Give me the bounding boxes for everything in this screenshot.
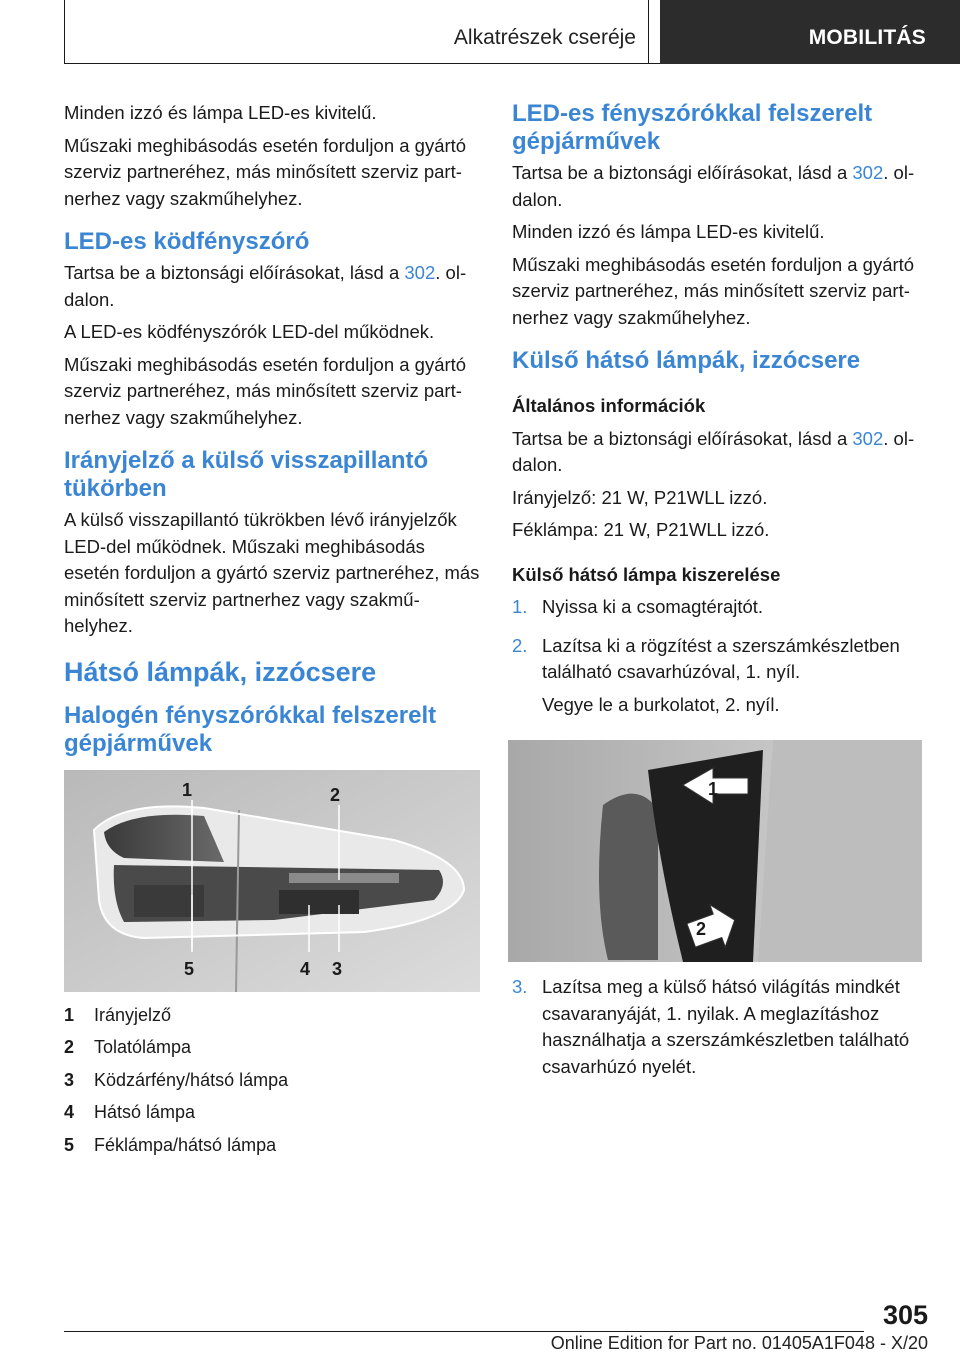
paragraph: Műszaki meghibásodás esetén forduljon a gyártó szerviz partneréhez, más minősített szerviz part‐nerhez vagy szakműhelyhez. — [512, 253, 915, 328]
callout-label-3: 3 — [332, 958, 343, 979]
page-number: 305 — [882, 1300, 928, 1330]
callout-label-4: 4 — [300, 958, 311, 979]
header-chapter-label: MOBILITÁS — [808, 26, 926, 49]
page-link[interactable]: 302 — [852, 427, 884, 449]
heading-outer-rear-lights: Külső hátsó lámpák, izzócsere — [512, 347, 861, 374]
left-column — [64, 100, 480, 1164]
tail-light-lens — [599, 794, 658, 960]
trunk-cover-figure — [508, 740, 922, 962]
legend-item: 3 Ködzárfény/hátsó lámpa — [64, 1069, 289, 1090]
paragraph-safety-ref: Tartsa be a biztonsági előírásokat, lásd a 302. ol‐dalon. — [512, 162, 915, 210]
header-separator — [648, 0, 649, 64]
header-left-rule — [64, 0, 65, 64]
heading-mirror-turn-signal: Irányjelző a külső visszapillantó tükörben — [64, 447, 429, 502]
paragraph-safety-ref: Tartsa be a biztonsági előírásokat, lásd a 302. ol‐dalon. — [64, 262, 467, 310]
legend-item: 5 Féklámpa/hátsó lámpa — [64, 1134, 277, 1155]
paragraph: Minden izzó és lámpa LED-es kivitelű. — [64, 102, 377, 123]
heading-led-headlights: LED-es fényszórókkal felszerelt gépjárművek — [512, 100, 873, 155]
heading-general-info: Általános információk — [512, 395, 706, 416]
tail-light-figure — [64, 770, 480, 992]
header-bottom-rule — [64, 63, 660, 64]
step-item: 1. Nyissa ki a csomagtérajtót. — [512, 596, 764, 617]
paragraph: A LED-es ködfényszórók LED-del működnek. — [64, 321, 435, 342]
brake-light-block — [134, 885, 204, 917]
callout-label-5: 5 — [184, 958, 195, 979]
callout-label-1: 1 — [182, 779, 193, 800]
heading-removal: Külső hátsó lámpa kiszerelése — [512, 563, 781, 585]
heading-fog-light: LED-es ködfényszóró — [64, 228, 310, 255]
paragraph: Irányjelző: 21 W, P21WLL izzó. — [512, 486, 768, 508]
reverse-light-bar — [289, 873, 399, 883]
cargo-lining — [758, 740, 922, 962]
legend-item: 1 Irányjelző — [64, 1004, 172, 1025]
fog-light-block — [279, 890, 359, 914]
steps-list-continued — [512, 974, 928, 1086]
arrow-label-2: 2 — [696, 919, 707, 939]
page-link[interactable]: 302 — [404, 262, 436, 283]
heading-halogen: Halogén fényszórókkal felszerelt gépjárművek — [64, 701, 437, 757]
callout-label-2: 2 — [330, 784, 341, 805]
legend-item: 2 Tolatólámpa — [64, 1037, 192, 1057]
paragraph: Műszaki meghibásodás esetén forduljon a gyártó szerviz partneréhez, más minősített szerviz part‐nerhez vagy szakműhelyhez. — [64, 353, 467, 428]
legend-item: 4 Hátsó lámpa — [64, 1102, 196, 1122]
paragraph: Műszaki meghibásodás esetén forduljon a gyártó szerviz partneréhez, más minősített szerviz part‐nerhez vagy szakműhelyhez. — [64, 134, 467, 209]
paragraph: Minden izzó és lámpa LED-es kivitelű. — [512, 221, 825, 242]
legend-list — [64, 1002, 480, 1159]
step-item: 2. Lazítsa ki a rögzítést a szerszámkészletben található csavarhúzóval, 1. nyíl. Vegye le a burkolatot, 2. nyíl. — [512, 634, 900, 715]
footer-edition: Online Edition for Part no. 01405A1F048 - X/20 — [550, 1333, 928, 1353]
right-column — [512, 100, 928, 1092]
arrow-label-1: 1 — [708, 779, 719, 799]
paragraph: A külső visszapillantó tükrökben lévő irányjelzők LED-del működnek. Műszaki meghibásodás esetén forduljon a gyártó szerviz partneréhez, más minősített szerviz partnerhez vagy szakmű‐helyhez. — [64, 509, 480, 636]
step-item: 3. Lazítsa meg a külső hátsó világítás mindkét csavaranyáját, 1. nyilak. A meglazításhoz használhatja a szerszámkészletben található csavarhúzó nyelét. — [512, 976, 910, 1077]
steps-list — [512, 594, 928, 724]
page-link[interactable]: 302 — [852, 162, 884, 183]
header-chapter-tab — [660, 0, 960, 64]
paragraph: Féklámpa: 21 W, P21WLL izzó. — [512, 519, 770, 540]
paragraph-safety-ref: Tartsa be a biztonsági előírásokat, lásd a 302. ol‐dalon. — [512, 427, 915, 475]
footer-rule — [64, 1331, 864, 1332]
heading-rear-lights: Hátsó lámpák, izzócsere — [64, 656, 377, 687]
header-section-title: Alkatrészek cseréje — [453, 26, 636, 49]
